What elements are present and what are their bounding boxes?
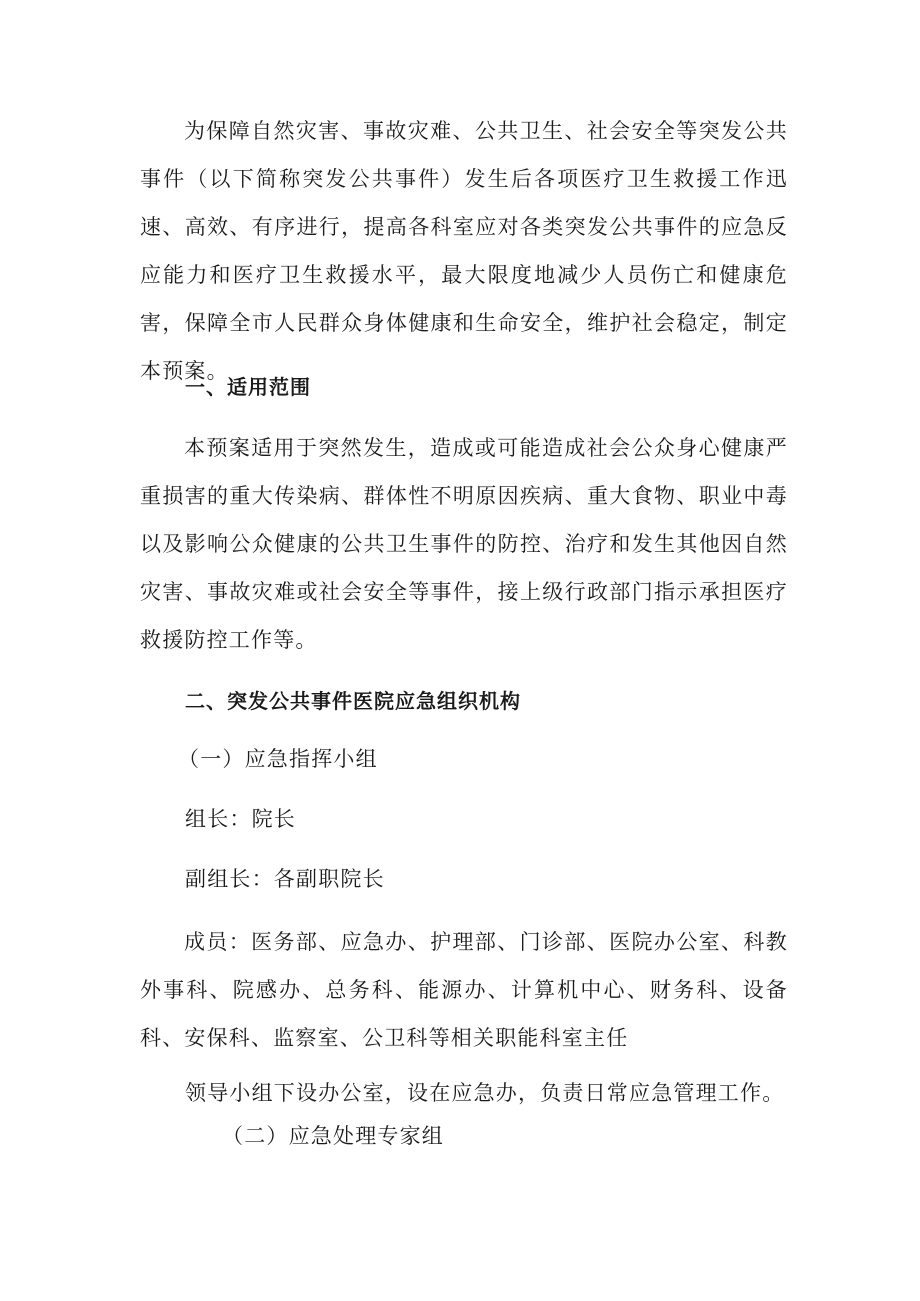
subsection-heading-command-group: （一）应急指挥小组	[178, 747, 378, 771]
intro-paragraph: 为保障自然灾害、事故灾难、公共卫生、社会安全等突发公共事件（以下简称突发公共事件）发生后各项医疗卫生救援工作迅速、高效、有序进行，提高各科室应对各类突发公共事件的应急反应能力和医疗卫生救援水平，最大限度地减少人员伤亡和健康危害，保障全市人民群众身体健康和生命安全，维护社会稳定，制定本预案。	[140, 119, 788, 383]
scope-paragraph: 本预案适用于突然发生，造成或可能造成社会公众身心健康严重损害的重大传染病、群体性不明原因疾病、重大食物、职业中毒以及影响公众健康的公共卫生事件的防控、治疗和发生其他因自然灾害、事故灾难或社会安全等事件，接上级行政部门指示承担医疗救援防控工作等。	[140, 436, 788, 652]
deputy-leader-line: 副组长：各副职院长	[185, 867, 385, 891]
group-leader-line: 组长：院长	[185, 807, 296, 831]
office-note-line: 领导小组下设办公室，设在应急办，负责日常应急管理工作。	[185, 1081, 785, 1105]
members-paragraph: 成员：医务部、应急办、护理部、门诊部、医院办公室、科教外事科、院感办、总务科、能源办、计算机中心、财务科、设备科、安保科、监察室、公卫科等相关职能科室主任	[140, 930, 788, 1050]
section-heading-scope: 一、适用范围	[185, 375, 311, 399]
subsection-heading-expert-group: （二）应急处理专家组	[222, 1124, 444, 1148]
section-heading-organization: 二、突发公共事件医院应急组织机构	[185, 689, 521, 713]
